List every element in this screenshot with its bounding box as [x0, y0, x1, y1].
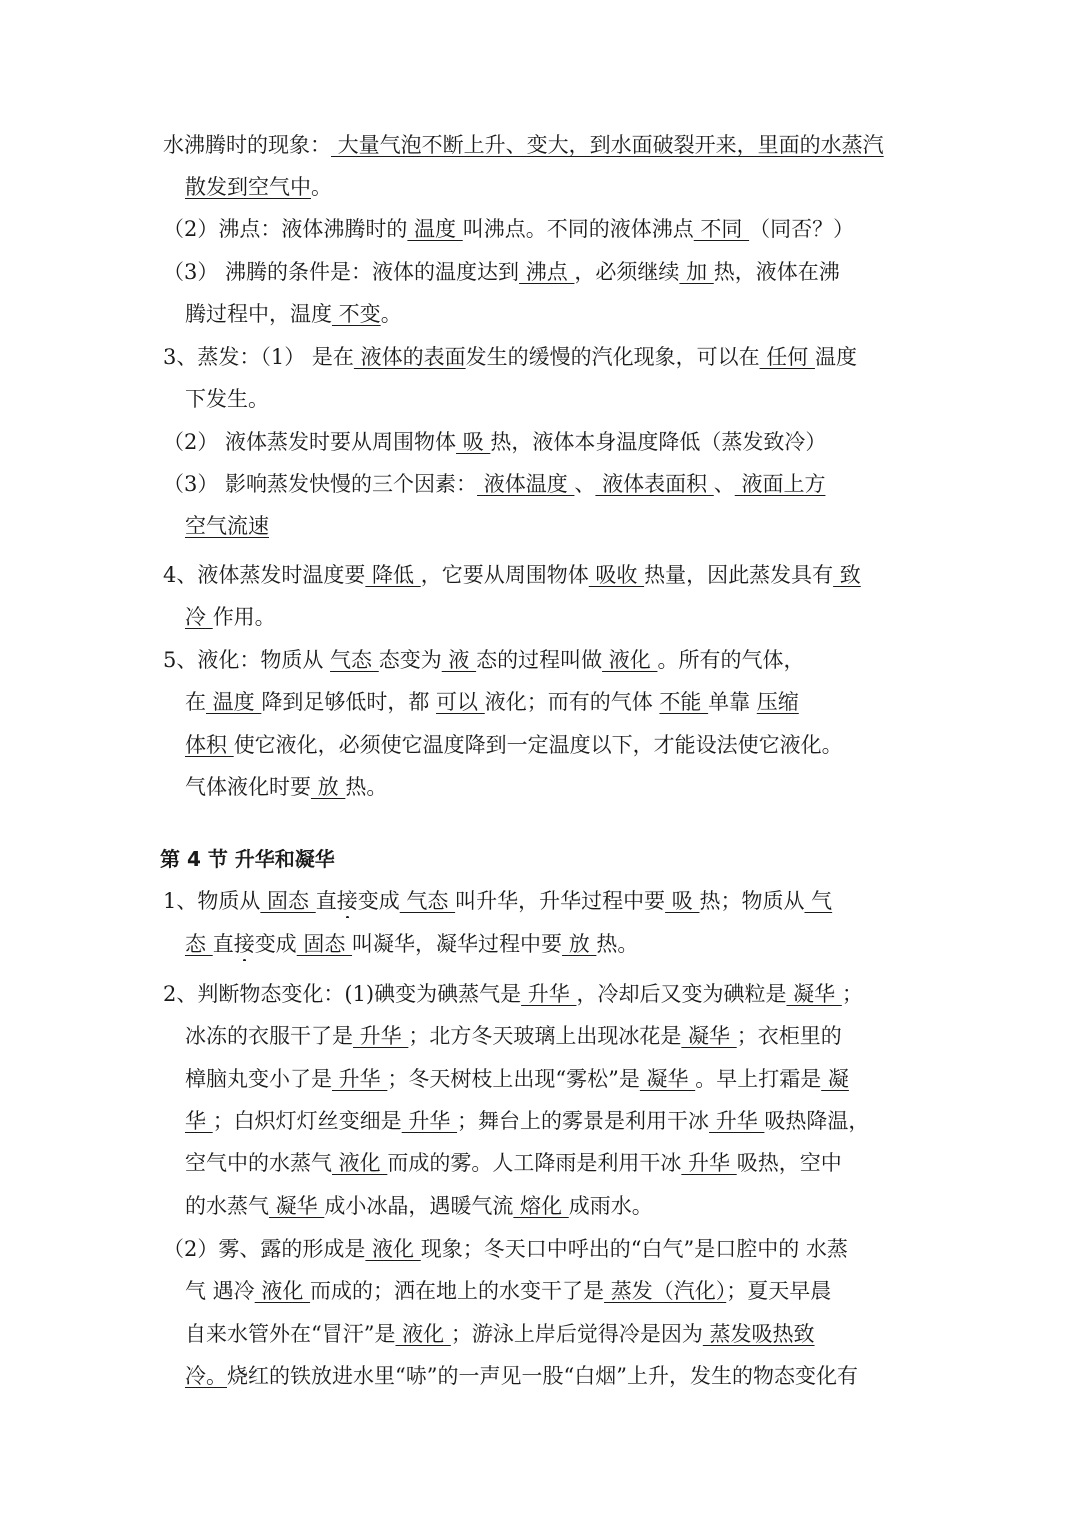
answer-blank: 熔化 — [513, 1194, 569, 1218]
answer-blank: 凝华 — [639, 1067, 696, 1091]
answer-blank: 升华 — [353, 1024, 409, 1048]
text-segment: 使它液化，必须使它温度降到一定温度以下，才能设法使它液化。 — [233, 733, 843, 757]
line-sublimation-1 — [163, 886, 919, 918]
text-segment: 现象；冬天口中呼出的“白气”是口腔中的 水蒸 — [420, 1237, 848, 1261]
answer-blank: 态 — [185, 932, 213, 956]
text-segment: ；北方冬天玻璃上出现冰花是 — [408, 1024, 682, 1048]
line-liquefaction-4 — [185, 772, 919, 804]
text-segment: 直 — [315, 889, 337, 913]
text-segment: 降到足够低时，都 — [261, 690, 437, 714]
text-segment: 吸热，空中 — [736, 1151, 842, 1175]
line-evaporation-1 — [163, 342, 919, 374]
answer-blank: 液化 — [332, 1151, 388, 1175]
answer-blank: 温度 — [206, 690, 262, 714]
line-evaporation-factors-1 — [163, 469, 919, 501]
line-fog-dew-4 — [185, 1361, 919, 1393]
answer-blank: 不变 — [332, 302, 381, 326]
answer-blank: 可以 — [436, 690, 485, 714]
text-segment: 叫升华，升华过程中要 — [455, 889, 666, 913]
line-evaporation-cooling-2 — [185, 602, 919, 634]
answer-blank: 蒸发（汽化） — [604, 1279, 727, 1303]
text-segment: 下发生。 — [185, 387, 269, 411]
text-segment: 、 — [574, 472, 596, 496]
answer-blank: 升华 — [332, 1067, 388, 1091]
text-segment: 第 4 节 升华和凝华 — [160, 847, 335, 871]
text-segment: （2）雾、露的形成是 — [163, 1237, 366, 1261]
answer-blank: 散发到空气中 — [185, 175, 311, 199]
text-segment: 吸热降温， — [764, 1109, 870, 1133]
text-segment: （2） 液体蒸发时要从周围物体 — [163, 430, 457, 454]
line-boil-phenomenon-2 — [185, 172, 919, 204]
answer-blank: 温度 — [407, 217, 463, 241]
text-segment: 热，液体在沸 — [713, 260, 840, 284]
text-segment: 而成的；洒在地上的水变干了是 — [310, 1279, 605, 1303]
text-segment: 。早上打霜是 — [695, 1067, 822, 1091]
text-segment: 热。 — [345, 775, 388, 799]
text-segment: 腾过程中，温度 — [185, 302, 332, 326]
text-segment: 单靠 — [708, 690, 757, 714]
text-segment: 烧红的铁放进水里“哧”的一声见一股“白烟”上升，发生的物态变化有 — [227, 1364, 858, 1388]
answer-blank: 致 — [833, 563, 861, 587]
answer-blank: 凝华 — [269, 1194, 325, 1218]
answer-blank: 不同 — [693, 217, 750, 241]
line-judge-1 — [163, 979, 919, 1011]
line-boil-phenomenon-1 — [163, 130, 919, 162]
text-segment: 而成的雾。人工降雨是利用干冰 — [387, 1151, 682, 1175]
text-segment: 叫凝华，凝华过程中要 — [352, 932, 563, 956]
text-segment: ，冷却后又变为碘粒是 — [576, 982, 787, 1006]
text-segment: ；游泳上岸后觉得冷是因为 — [450, 1322, 703, 1346]
text-segment: 直 — [212, 932, 234, 956]
line-judge-4 — [185, 1106, 919, 1138]
text-segment: 接 — [233, 932, 255, 956]
text-segment: ；夏天早晨 — [726, 1279, 832, 1303]
answer-blank: 华 — [185, 1109, 213, 1133]
answer-blank: 体积 — [185, 733, 234, 757]
answer-blank: 放 — [311, 775, 346, 799]
text-segment: ；冬天树枝上出现“雾松”是 — [387, 1067, 640, 1091]
answer-blank: 气 — [804, 889, 833, 913]
answer-blank: 不能 — [659, 690, 709, 714]
line-liquefaction-1 — [163, 645, 919, 677]
text-segment: ；白炽灯灯丝变细是 — [212, 1109, 402, 1133]
answer-blank: 升华 — [521, 982, 577, 1006]
text-segment: 热量，因此蒸发具有 — [644, 563, 834, 587]
answer-blank: 液体温度 — [477, 472, 575, 496]
text-segment: 5、液化：物质从 — [163, 648, 331, 672]
answer-blank: 气态 — [330, 648, 379, 672]
text-segment: 变成 — [357, 889, 400, 913]
answer-blank: 吸收 — [588, 563, 645, 587]
answer-blank: 液 — [441, 648, 477, 672]
answer-blank: 大量气泡不断上升、变大，到水面破裂开来，里面的水蒸汽 — [331, 133, 884, 157]
text-segment: 成小冰晶，遇暖气流 — [324, 1194, 514, 1218]
text-segment: （3） 影响蒸发快慢的三个因素： — [163, 472, 478, 496]
answer-blank: 升华 — [681, 1151, 737, 1175]
line-evaporation-2 — [185, 384, 919, 416]
text-segment: 液化；而有的气体 — [484, 690, 660, 714]
text-segment: 热；物质从 — [699, 889, 805, 913]
text-segment: 热。 — [596, 932, 639, 956]
answer-blank: 液面上方 — [734, 472, 826, 496]
text-segment: 成雨水。 — [568, 1194, 653, 1218]
line-liquefaction-2 — [185, 687, 919, 719]
answer-blank: 液化 — [602, 648, 658, 672]
answer-blank: 液化 — [395, 1322, 451, 1346]
text-segment: 2、判断物态变化：(1)碘变为碘蒸气是 — [163, 982, 522, 1006]
answer-blank: 液体的表面 — [353, 345, 466, 369]
answer-blank: 液化 — [365, 1237, 421, 1261]
line-judge-2 — [185, 1021, 919, 1053]
answer-blank: 任何 — [759, 345, 815, 369]
answer-blank: 蒸发吸热致 — [702, 1322, 815, 1346]
text-segment: 作用。 — [212, 605, 276, 629]
text-segment: （同否？） — [749, 217, 855, 241]
answer-blank: 冷。 — [185, 1364, 227, 1388]
text-segment: 热，液体本身温度降低（蒸发致冷） — [490, 430, 827, 454]
answer-blank: 升华 — [709, 1109, 765, 1133]
answer-blank: 液化 — [254, 1279, 311, 1303]
answer-blank: 凝 — [821, 1067, 849, 1091]
answer-blank: 凝华 — [786, 982, 842, 1006]
answer-blank: 固态 — [296, 932, 353, 956]
line-boiling-point — [163, 214, 919, 246]
section-heading — [160, 844, 916, 876]
line-fog-dew-2 — [185, 1276, 919, 1308]
line-boil-condition-1 — [163, 257, 919, 289]
text-segment: 樟脑丸变小了是 — [185, 1067, 332, 1091]
text-segment: 气体液化时要 — [185, 775, 311, 799]
text-segment: 气 遇冷 — [185, 1279, 255, 1303]
text-segment: 。 — [380, 302, 402, 326]
text-segment: 水沸腾时的现象： — [163, 133, 331, 157]
line-evaporation-factors-2 — [185, 511, 919, 543]
text-segment: 发生的缓慢的汽化现象，可以在 — [465, 345, 760, 369]
line-boil-condition-2 — [185, 299, 919, 331]
text-segment: 冰冻的衣服干了是 — [185, 1024, 353, 1048]
text-segment: 1、物质从 — [163, 889, 261, 913]
text-segment: 温度 — [814, 345, 857, 369]
answer-blank: 加 — [679, 260, 714, 284]
text-segment: ，它要从周围物体 — [420, 563, 589, 587]
line-judge-6 — [185, 1191, 919, 1223]
text-segment: 4、液体蒸发时温度要 — [163, 563, 366, 587]
text-segment: 。 — [311, 175, 332, 199]
text-segment: 、 — [713, 472, 735, 496]
text-segment: 空气中的水蒸气 — [185, 1151, 332, 1175]
line-sublimation-2 — [185, 929, 919, 961]
text-segment: 。所有的气体， — [657, 648, 805, 672]
answer-blank: 吸 — [456, 430, 491, 454]
text-segment: 在 — [185, 690, 206, 714]
answer-blank: 凝华 — [681, 1024, 737, 1048]
answer-blank: 压缩 — [756, 690, 799, 714]
line-liquefaction-3 — [185, 730, 919, 762]
answer-blank: 升华 — [401, 1109, 458, 1133]
answer-blank: 吸 — [665, 889, 700, 913]
text-segment: （2）沸点：液体沸腾时的 — [163, 217, 408, 241]
answer-blank: 空气流速 — [185, 514, 269, 538]
text-segment: 变成 — [254, 932, 297, 956]
line-evaporation-absorb — [163, 427, 919, 459]
answer-blank: 沸点 — [519, 260, 575, 284]
text-segment: ；舞台上的雾景是利用干冰 — [457, 1109, 710, 1133]
line-fog-dew-1 — [163, 1234, 919, 1266]
answer-blank: 降低 — [365, 563, 421, 587]
text-segment: ； — [841, 982, 863, 1006]
answer-blank: 冷 — [185, 605, 213, 629]
text-segment: ；衣柜里的 — [736, 1024, 842, 1048]
answer-blank: 气态 — [399, 889, 456, 913]
line-fog-dew-3 — [185, 1319, 919, 1351]
text-segment: 态的过程叫做 — [476, 648, 603, 672]
answer-blank: 放 — [562, 932, 597, 956]
text-segment: 态变为 — [378, 648, 442, 672]
answer-blank: 固态 — [260, 889, 316, 913]
line-judge-5 — [185, 1148, 919, 1180]
text-segment: ，必须继续 — [574, 260, 680, 284]
text-segment: 的水蒸气 — [185, 1194, 269, 1218]
text-segment: 叫沸点。不同的液体沸点 — [462, 217, 694, 241]
text-segment: 接 — [336, 889, 358, 913]
text-segment: 自来水管外在“冒汗”是 — [185, 1322, 396, 1346]
line-judge-3 — [185, 1064, 919, 1096]
text-segment: （3） 沸腾的条件是：液体的温度达到 — [163, 260, 520, 284]
text-segment: 3、蒸发：（1） 是在 — [163, 345, 354, 369]
line-evaporation-cooling-1 — [163, 560, 919, 592]
answer-blank: 液体表面积 — [595, 472, 714, 496]
